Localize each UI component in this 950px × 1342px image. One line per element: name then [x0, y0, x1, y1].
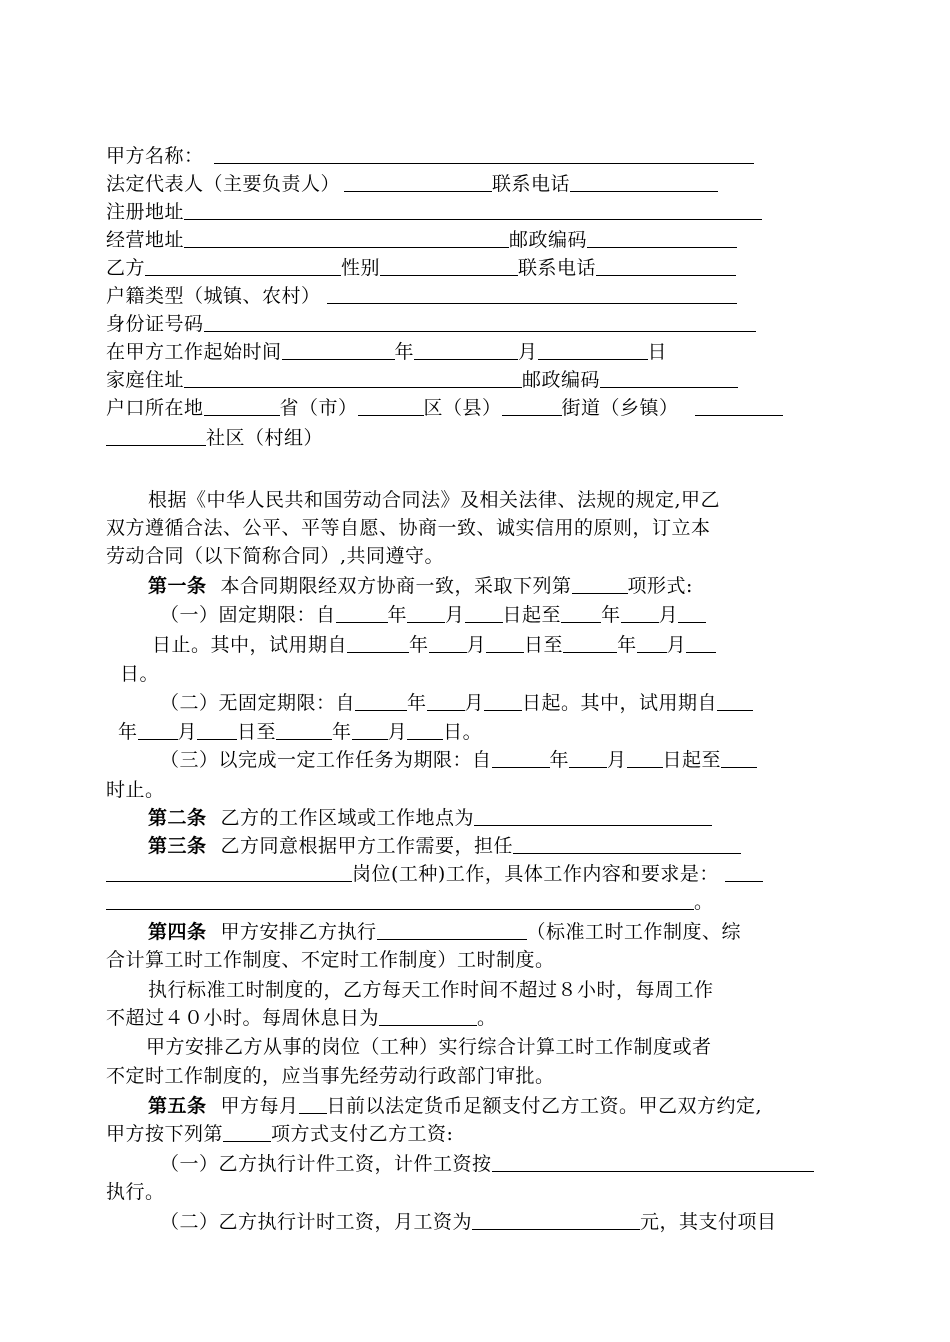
blank-work-hour-system[interactable]: [377, 919, 527, 940]
article-title: 第一条: [148, 575, 207, 597]
text: 不超过４０小时。每周休息日为: [106, 1007, 380, 1029]
label: 注册地址: [106, 201, 185, 223]
article-4-line-6: 不定时工作制度的，应当事先经劳动行政部门审批。: [106, 1065, 555, 1087]
text: 。: [694, 891, 714, 913]
text: 项方式支付乙方工资:: [271, 1123, 454, 1145]
blank-start-month[interactable]: [414, 339, 518, 360]
blank-piece-rate[interactable]: [492, 1151, 814, 1172]
label: 邮政编码: [509, 229, 588, 251]
field-id-number: [106, 310, 756, 338]
text: 日止。其中，试用期自: [152, 634, 348, 656]
blank[interactable]: [138, 719, 178, 740]
blank-monthly-wage[interactable]: [472, 1209, 640, 1230]
label: 甲方名称：: [106, 145, 204, 167]
blank[interactable]: [569, 747, 607, 768]
article-5-line-1: [148, 1092, 762, 1120]
article-4-line-4: [106, 1004, 497, 1032]
blank-pay-day[interactable]: [299, 1093, 327, 1114]
article-1-task-term-line-1: [160, 746, 757, 774]
blank[interactable]: [347, 632, 409, 653]
blank-home-address[interactable]: [184, 367, 522, 388]
label: 联系电话: [492, 173, 571, 195]
blank-term-type[interactable]: [572, 573, 628, 594]
text: （三）以完成一定工作任务为期限：自: [160, 749, 492, 771]
article-3-line-2: [106, 860, 763, 888]
label: 家庭住址: [106, 369, 185, 391]
blank-position[interactable]: [513, 833, 741, 854]
blank-start-day[interactable]: [538, 339, 648, 360]
blank-business-address[interactable]: [184, 227, 509, 248]
article-3-line-1: [148, 832, 741, 860]
label: 法定代表人（主要负责人）: [106, 173, 341, 195]
text: 月: [445, 604, 465, 626]
label: 乙方: [106, 257, 146, 279]
label: 户口所在地: [106, 397, 204, 419]
text: （一）乙方执行计件工资，计件工资按: [160, 1153, 492, 1175]
text: 年: [407, 692, 427, 714]
blank-start-year[interactable]: [282, 339, 395, 360]
blank-work-location[interactable]: [474, 805, 712, 826]
blank[interactable]: [484, 690, 522, 711]
blank-job-content-2[interactable]: [106, 889, 694, 910]
blank-household-type[interactable]: [327, 283, 737, 304]
text: 甲方按下列第: [106, 1123, 224, 1145]
blank-position-2[interactable]: [106, 861, 352, 882]
blank[interactable]: [492, 747, 550, 768]
text: 日至: [524, 634, 564, 656]
label: 联系电话: [518, 257, 597, 279]
blank-district[interactable]: [358, 395, 424, 416]
field-business-address: [106, 226, 737, 254]
blank-street-2[interactable]: [695, 395, 783, 416]
text: 年: [409, 634, 429, 656]
blank[interactable]: [352, 719, 388, 740]
blank[interactable]: [407, 719, 443, 740]
article-4-line-2: 合计算工时工作制度、不定时工作制度）工时制度。: [106, 949, 555, 971]
text: 年: [332, 721, 352, 743]
blank-party-b-name[interactable]: [145, 255, 341, 276]
intro-line-1: 根据《中华人民共和国劳动合同法》及相关法律、法规的规定,甲乙: [148, 489, 721, 511]
article-1-fixed-term-line-3: 日。: [120, 663, 160, 685]
field-legal-representative: [106, 170, 718, 198]
text: 日起至: [662, 749, 722, 771]
text: 甲方每月: [220, 1095, 299, 1117]
article-4-line-1: [148, 918, 741, 946]
blank[interactable]: [678, 602, 706, 623]
blank-street[interactable]: [502, 395, 562, 416]
text: （二）无固定期限：自: [160, 692, 356, 714]
blank[interactable]: [486, 632, 524, 653]
text: 年: [617, 634, 637, 656]
label: 日: [647, 341, 668, 363]
blank[interactable]: [465, 602, 503, 623]
text: 项形式:: [627, 575, 693, 597]
blank-id-number[interactable]: [204, 311, 756, 332]
field-party-b: [106, 254, 736, 282]
blank[interactable]: [621, 602, 659, 623]
blank[interactable]: [336, 602, 388, 623]
blank-community[interactable]: [106, 425, 206, 446]
article-1-fixed-term-line-2: [152, 631, 716, 659]
blank[interactable]: [637, 632, 667, 653]
text: 月: [387, 721, 408, 743]
article-1-open-term-line-2: [118, 718, 482, 746]
blank[interactable]: [429, 632, 467, 653]
article-2: [148, 804, 712, 832]
article-1-open-term-line-1: [160, 689, 753, 717]
blank-province[interactable]: [204, 395, 280, 416]
blank[interactable]: [276, 719, 332, 740]
blank[interactable]: [721, 747, 757, 768]
label: 在甲方工作起始时间: [106, 341, 282, 363]
article-title: 第四条: [148, 921, 207, 943]
blank-gender[interactable]: [380, 255, 518, 276]
article-3-line-3: [106, 888, 714, 916]
label: 社区（村组）: [206, 427, 324, 449]
label: 月: [518, 341, 538, 363]
field-start-date: [106, 338, 667, 366]
label: 年: [394, 341, 415, 363]
text: （一）固定期限：自: [160, 604, 336, 626]
text: 日起至: [502, 604, 562, 626]
blank-home-postcode[interactable]: [600, 367, 738, 388]
label: 性别: [341, 257, 381, 279]
label: 经营地址: [106, 229, 185, 251]
field-hukou-location: [106, 394, 783, 422]
blank[interactable]: [627, 747, 663, 768]
article-5-line-4: 执行。: [106, 1181, 165, 1203]
article-4-line-5: 甲方安排乙方从事的岗位（工种）实行综合计算工时工作制度或者: [146, 1036, 712, 1058]
article-title: 第三条: [148, 835, 207, 857]
label: 邮政编码: [522, 369, 601, 391]
text: 年: [601, 604, 621, 626]
text: 日至: [237, 721, 277, 743]
blank-job-content[interactable]: [725, 861, 763, 882]
label: 户籍类型（城镇、农村）: [106, 285, 321, 307]
text: 月: [666, 634, 687, 656]
text: 乙方同意根据甲方工作需要，担任: [220, 835, 514, 857]
blank-party-b-phone[interactable]: [596, 255, 736, 276]
article-5-line-5: [160, 1208, 777, 1236]
blank[interactable]: [563, 632, 617, 653]
text: 月: [464, 692, 485, 714]
label: 区（县）: [423, 397, 502, 419]
article-1-task-term-line-2: 时止。: [106, 779, 165, 801]
intro-line-2: 双方遵循合法、公平、平等自愿、协商一致、诚实信用的原则，订立本: [106, 517, 711, 539]
article-1-heading: [148, 572, 693, 600]
text: 乙方的工作区域或工作地点为: [220, 807, 475, 829]
blank[interactable]: [717, 690, 753, 711]
blank-legal-representative[interactable]: [344, 171, 492, 192]
article-5-line-3: [160, 1150, 814, 1178]
article-title: 第二条: [148, 807, 207, 829]
text: 日前以法定货币足额支付乙方工资。甲乙双方约定,: [326, 1095, 763, 1117]
text: 岗位(工种)工作，具体工作内容和要求是：: [352, 863, 719, 885]
text: 本合同期限经双方协商一致，采取下列第: [220, 575, 572, 597]
field-household-type: [106, 282, 737, 310]
field-registered-address: [106, 198, 762, 226]
text: 月: [658, 604, 679, 626]
text: 元，其支付项目: [640, 1211, 777, 1233]
blank-party-a-phone[interactable]: [570, 171, 718, 192]
blank-business-postcode[interactable]: [587, 227, 737, 248]
text: 甲方安排乙方执行: [220, 921, 377, 943]
text: 年: [549, 749, 570, 771]
article-5-line-2: [106, 1120, 453, 1148]
blank-pay-method[interactable]: [223, 1121, 271, 1142]
article-title: 第五条: [148, 1095, 207, 1117]
text: 月: [177, 721, 198, 743]
text: 月: [466, 634, 487, 656]
blank-party-a-name[interactable]: [214, 143, 754, 164]
blank[interactable]: [407, 602, 445, 623]
blank[interactable]: [427, 690, 465, 711]
intro-line-3: 劳动合同（以下简称合同）,共同遵守。: [106, 545, 445, 567]
field-community: [106, 424, 323, 452]
text: （标准工时工作制度、综: [526, 921, 742, 943]
text: 年: [387, 604, 408, 626]
blank[interactable]: [355, 690, 407, 711]
blank-registered-address[interactable]: [184, 199, 762, 220]
text: （二）乙方执行计时工资，月工资为: [160, 1211, 473, 1233]
label: 身份证号码: [106, 313, 204, 335]
field-party-a-name: [106, 142, 754, 170]
blank-rest-day[interactable]: [379, 1005, 477, 1026]
text: 月: [607, 749, 627, 771]
text: 日。: [443, 721, 483, 743]
article-1-fixed-term-line-1: [160, 601, 706, 629]
label: 街道（乡镇）: [561, 397, 679, 419]
blank[interactable]: [197, 719, 237, 740]
text: 日起。其中，试用期自: [522, 692, 718, 714]
field-home-address: [106, 366, 738, 394]
text: 。: [477, 1007, 497, 1029]
blank[interactable]: [561, 602, 601, 623]
text: 年: [118, 721, 138, 743]
label: 省（市）: [279, 397, 358, 419]
article-4-line-3: 执行标准工时制度的，乙方每天工作时间不超过８小时，每周工作: [148, 979, 714, 1001]
blank[interactable]: [686, 632, 716, 653]
